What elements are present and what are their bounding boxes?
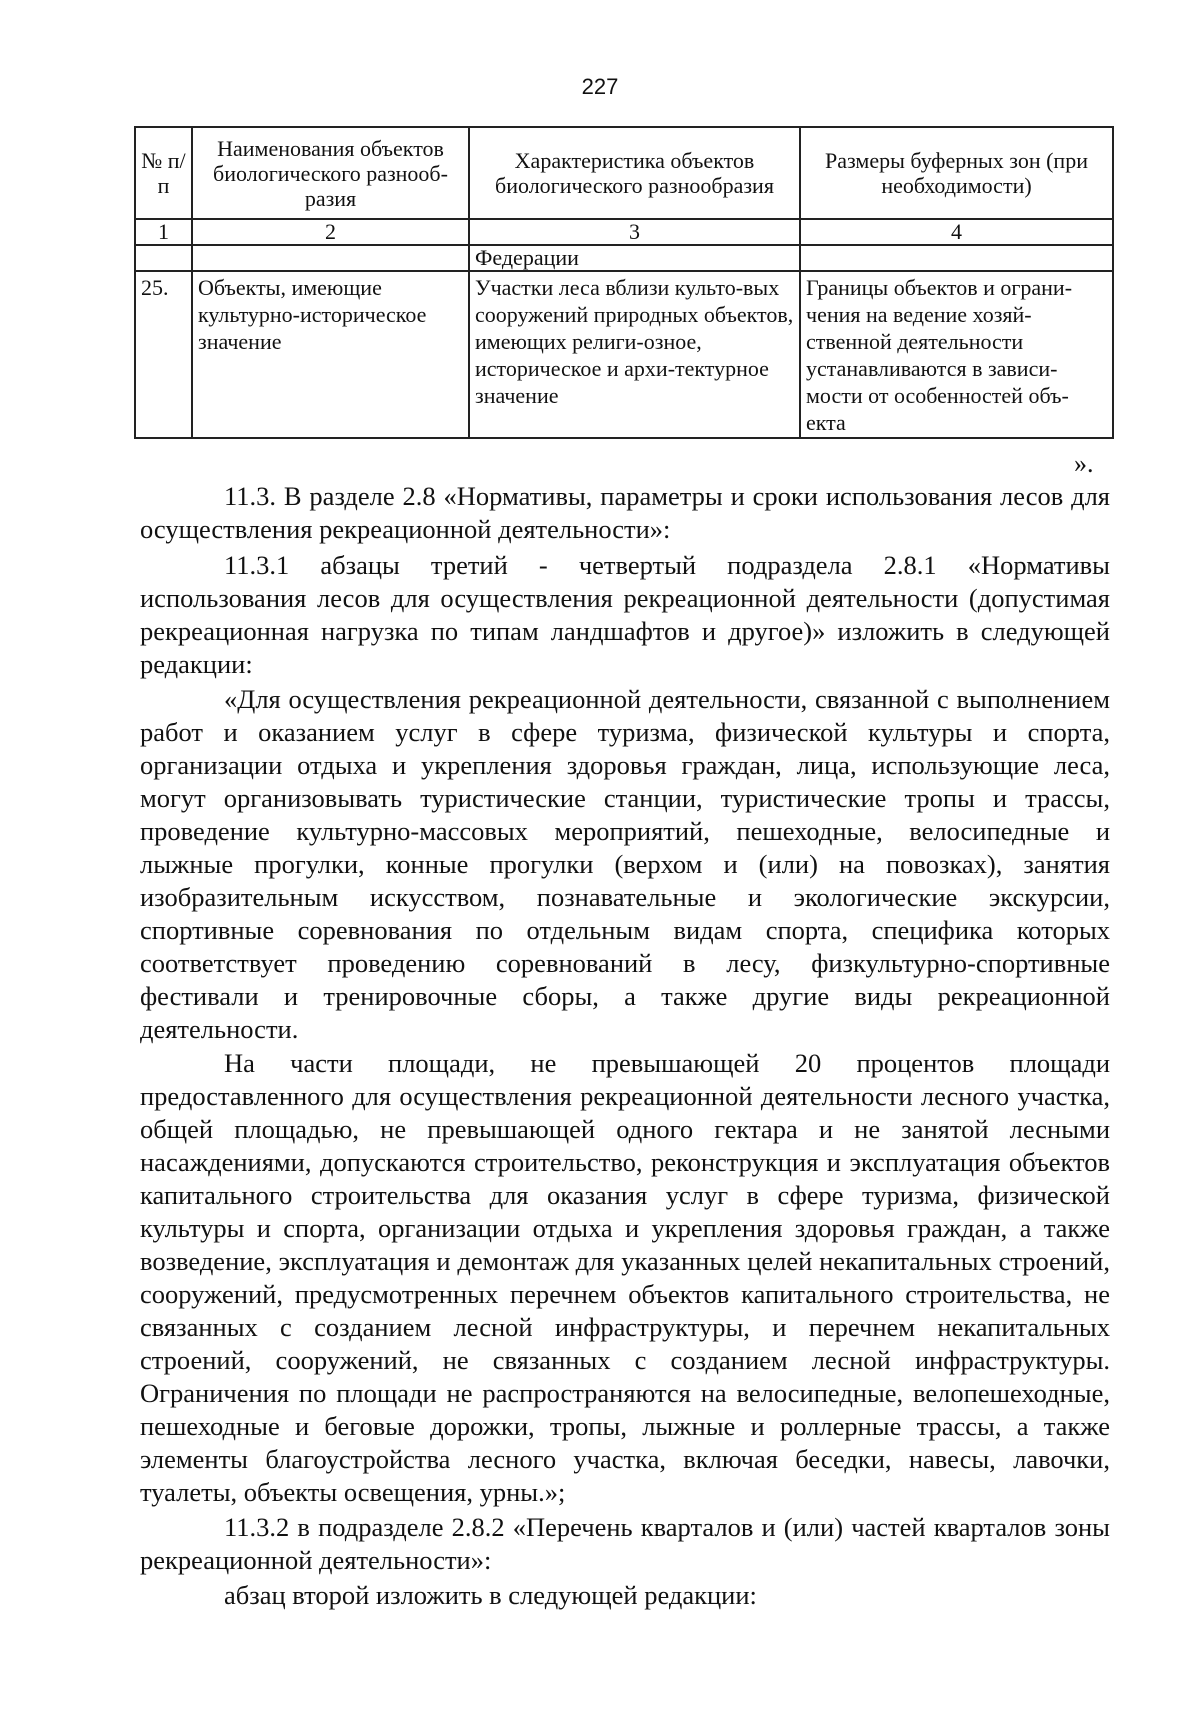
paragraph-section-11-3: 11.3. В разделе 2.8 «Нормативы, параметры и сроки использования лесов для осуществления рекреационной деятельности»: bbox=[140, 481, 1110, 544]
column-number-3: 3 bbox=[469, 219, 800, 245]
table-cell bbox=[135, 245, 192, 271]
table-column-number-row bbox=[135, 219, 1113, 245]
biodiversity-objects-table bbox=[134, 126, 1114, 439]
table-cell bbox=[192, 245, 469, 271]
column-number-2: 2 bbox=[192, 219, 469, 245]
header-cell-buffer: Размеры буферных зон (при необходимости) bbox=[800, 127, 1113, 219]
row-characteristic-cell: Участки леса вблизи культо-вых сооружений природных объектов, имеющих религи-озное, историческое и архи-тектурное значение bbox=[469, 271, 800, 438]
document-body-text bbox=[140, 474, 1110, 1612]
paragraph-second-abstract: абзац второй изложить в следующей редакции: bbox=[224, 1580, 757, 1610]
table-row bbox=[135, 271, 1113, 438]
table-continuation-row bbox=[135, 245, 1113, 271]
table-cell bbox=[800, 245, 1113, 271]
column-number-4: 4 bbox=[800, 219, 1113, 245]
paragraph-section-11-3-2: 11.3.2 в подразделе 2.8.2 «Перечень кварталов и (или) частей кварталов зоны рекреационной деятельности»: bbox=[140, 1512, 1110, 1575]
paragraph-construction-limits: На части площади, не превышающей 20 процентов площади предоставленного для осуществления рекреационной деятельности лесного участка, общей площадью, не превышающей одного гектара и не занятой лесными насаждениями, допускаются строительство, реконструкция и эксплуатация объектов капитального строительства для оказания услуг в сфере туризма, физической культуры и спорта, организации отдыха и укрепления здоровья граждан, а также возведение, эксплуатация и демонтаж для указанных целей некапитальных строений, сооружений, предусмотренных перечнем объектов капитального строительства, не связанных с созданием лесной инфраструктуры, и перечнем некапитальных строений, сооружений, не связанных с созданием лесной инфраструктуры. Ограничения по площади не распространяются на велосипедные, велопешеходные, пешеходные и беговые дорожки, тропы, лыжные и роллерные трассы, а также элементы благоустройства лесного участка, включая беседки, навесы, лавочки, туалеты, объекты освещения, урны.»; bbox=[140, 1048, 1110, 1507]
table-header-row bbox=[135, 127, 1113, 219]
paragraph-recreation-activities: «Для осуществления рекреационной деятельности, связанной с выполнением работ и оказанием услуг в сфере туризма, физической культуры и спорта, организации отдыха и укрепления здоровья граждан, лица, использующие леса, могут организовывать туристические станции, туристические тропы и трассы, проведение культурно-массовых мероприятий, пешеходные, велосипедные и лыжные прогулки, конные прогулки (верхом и (или) на повозках), занятия изобразительным искусством, познавательные и экологические экскурсии, спортивные соревнования по отдельным видам спорта, специфика которых соответствует проведению соревнований в лесу, физкультурно-спортивные фестивали и тренировочные сборы, а также другие виды рекреационной деятельности. bbox=[140, 684, 1110, 1044]
column-number-1: 1 bbox=[135, 219, 192, 245]
row-number-cell: 25. bbox=[135, 271, 192, 438]
page-number: 227 bbox=[581, 74, 619, 99]
header-cell-characteristic: Характеристика объектов биологического разнообразия bbox=[469, 127, 800, 219]
header-cell-name: Наименования объектов биологического разнооб-разия bbox=[192, 127, 469, 219]
row-buffer-cell: Границы объектов и ограни-чения на ведение хозяй-ственной деятельности устанавливаются в зависи-мости от особенностей объ-екта bbox=[800, 271, 1113, 438]
table-cell: Федерации bbox=[469, 245, 800, 271]
header-cell-number: № п/п bbox=[135, 127, 192, 219]
paragraph-section-11-3-1: 11.3.1 абзацы третий - четвертый подраздела 2.8.1 «Нормативы использования лесов для осуществления рекреационной деятельности (допустимая рекреационная нагрузка по типам ландшафтов и другое)» изложить в следующей редакции: bbox=[140, 550, 1110, 679]
table-closing-quote: ». bbox=[1074, 449, 1094, 478]
row-name-cell: Объекты, имеющие культурно-историческое значение bbox=[192, 271, 469, 438]
